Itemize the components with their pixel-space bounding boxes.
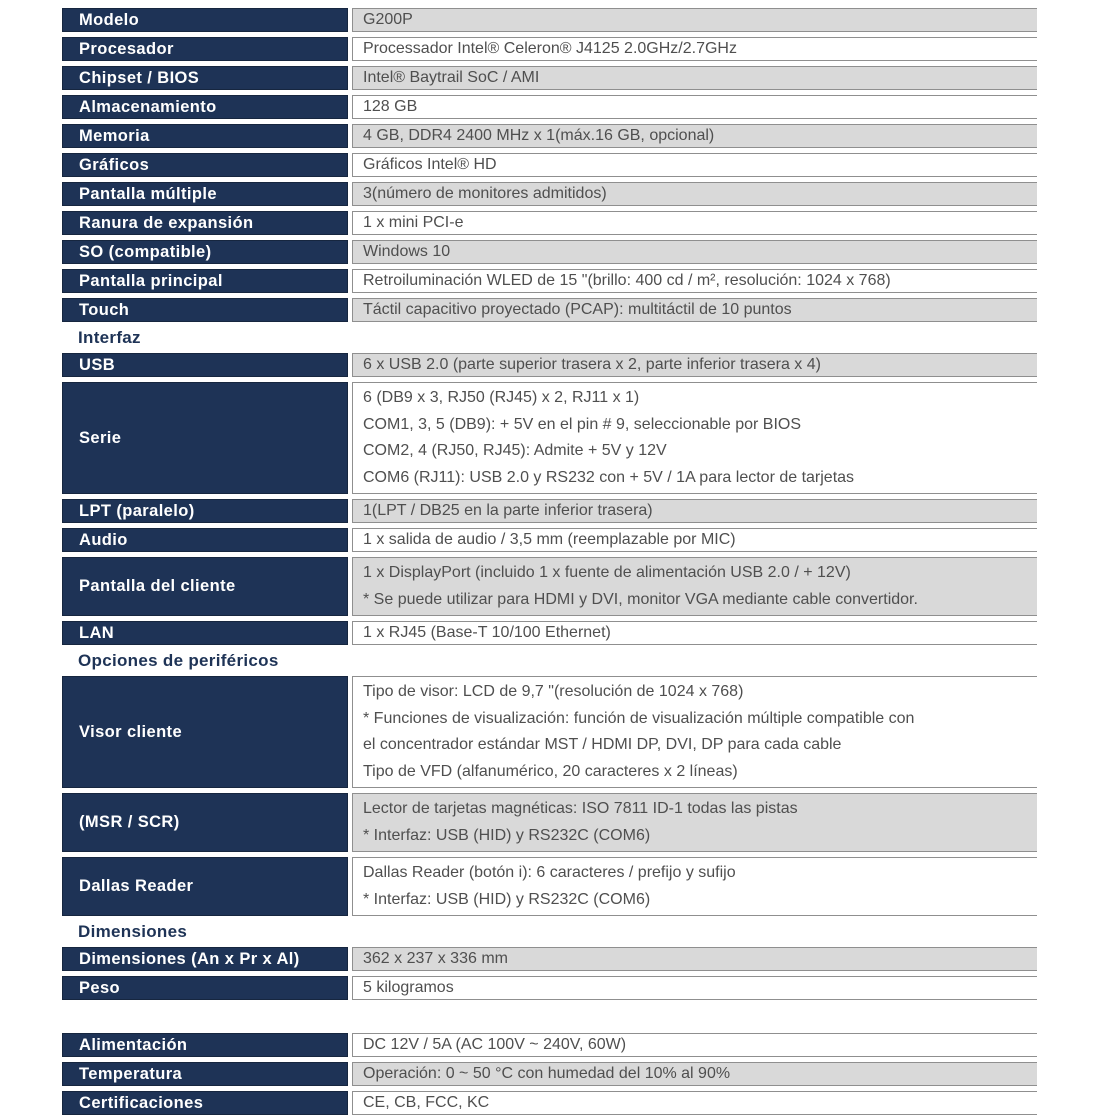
row-label: Serie [62,382,348,494]
value-line: Tipo de VFD (alfanumérico, 20 caracteres x 2 líneas) [363,762,738,780]
value-line: Gráficos Intel® HD [363,156,497,173]
row-label: Pantalla principal [62,269,348,293]
row-value [352,528,1037,552]
value-line: Windows 10 [363,243,451,260]
value-line: 362 x 237 x 336 mm [363,950,508,967]
row-label: Temperatura [62,1062,348,1086]
section-header: Opciones de periféricos [78,651,279,670]
spec-row [62,1091,1037,1115]
spec-row [62,182,1037,206]
row-label: Procesador [62,37,348,61]
row-label: SO (compatible) [62,240,348,264]
spec-row [62,528,1037,552]
value-line: 3(número de monitores admitidos) [363,185,607,202]
value-line: 1 x mini PCI-e [363,214,464,231]
value-line: 1 x salida de audio / 3,5 mm (reemplazable por MIC) [363,531,736,548]
spec-row [62,353,1037,377]
row-label: Gráficos [62,153,348,177]
row-label: Almacenamiento [62,95,348,119]
value-line: * Se puede utilizar para HDMI y DVI, monitor VGA mediante cable convertidor. [363,590,918,608]
spec-row [62,793,1037,852]
table-gap [62,1005,1037,1033]
spec-row [62,557,1037,616]
row-label: Modelo [62,8,348,32]
row-label: Pantalla del cliente [62,557,348,616]
row-label: Audio [62,528,348,552]
row-label: LAN [62,621,348,645]
value-line: 128 GB [363,98,418,115]
row-label: Visor cliente [62,676,348,788]
spec-row [62,676,1037,788]
spec-row [62,976,1037,1000]
row-value [352,269,1037,293]
row-value [352,1033,1037,1057]
spec-row [62,1033,1037,1057]
row-value [352,353,1037,377]
value-line: 6 x USB 2.0 (parte superior trasera x 2, parte inferior trasera x 4) [363,356,821,373]
section-header: Dimensiones [78,922,188,941]
row-value [352,1062,1037,1086]
spec-row [62,211,1037,235]
row-label: Chipset / BIOS [62,66,348,90]
value-line: 1(LPT / DB25 en la parte inferior trasera) [363,502,653,519]
spec-row [62,947,1037,971]
row-value [352,857,1037,916]
value-line: el concentrador estándar MST / HDMI DP, DVI, DP para cada cable [363,736,842,753]
row-label: LPT (paralelo) [62,499,348,523]
row-value [352,1091,1037,1115]
row-value [352,95,1037,119]
value-line: Táctil capacitivo proyectado (PCAP): multitáctil de 10 puntos [363,301,792,318]
value-line: Dallas Reader (botón i): 6 caracteres / prefijo y sufijo [363,864,736,881]
spec-row [62,124,1037,148]
value-line: * Interfaz: USB (HID) y RS232C (COM6) [363,826,651,844]
spec-row [62,66,1037,90]
row-value [352,124,1037,148]
row-label: Certificaciones [62,1091,348,1115]
value-line: COM6 (RJ11): USB 2.0 y RS232 con + 5V / 1A para lector de tarjetas [363,468,855,486]
row-value [352,153,1037,177]
spec-table [62,8,1037,1120]
row-value [352,37,1037,61]
value-line: 6 (DB9 x 3, RJ50 (RJ45) x 2, RJ11 x 1) [363,389,640,406]
value-line: Lector de tarjetas magnéticas: ISO 7811 ID-1 todas las pistas [363,800,798,817]
row-value [352,298,1037,322]
row-value [352,676,1037,788]
value-line: Tipo de visor: LCD de 9,7 "(resolución de 1024 x 768) [363,683,744,700]
row-label: Alimentación [62,1033,348,1057]
value-line: COM2, 4 (RJ50, RJ45): Admite + 5V y 12V [363,442,667,459]
row-label: Ranura de expansión [62,211,348,235]
row-label: Memoria [62,124,348,148]
row-value [352,66,1037,90]
value-line: 4 GB, DDR4 2400 MHz x 1(máx.16 GB, opcional) [363,127,715,144]
row-value [352,976,1037,1000]
row-label: USB [62,353,348,377]
row-label: Pantalla múltiple [62,182,348,206]
value-line: Intel® Baytrail SoC / AMI [363,69,540,86]
row-label: Peso [62,976,348,1000]
row-value [352,8,1037,32]
row-label: Dimensiones (An x Pr x Al) [62,947,348,971]
section-header: Interfaz [78,328,141,347]
row-value [352,947,1037,971]
row-value [352,499,1037,523]
value-line: Retroiluminación WLED de 15 "(brillo: 400 cd / m², resolución: 1024 x 768) [363,272,891,289]
spec-row [62,153,1037,177]
value-line: 1 x RJ45 (Base-T 10/100 Ethernet) [363,624,611,641]
value-line: G200P [363,11,413,28]
spec-row [62,621,1037,645]
value-line: * Interfaz: USB (HID) y RS232C (COM6) [363,890,651,908]
value-line: 1 x DisplayPort (incluido 1 x fuente de alimentación USB 2.0 / + 12V) [363,564,851,581]
value-line: * Funciones de visualización: función de visualización múltiple compatible con [363,709,915,727]
row-value [352,240,1037,264]
spec-row [62,1062,1037,1086]
row-value [352,182,1037,206]
spec-row [62,382,1037,494]
value-line: CE, CB, FCC, KC [363,1094,490,1111]
row-value [352,211,1037,235]
spec-row [62,499,1037,523]
spec-row [62,95,1037,119]
spec-row [62,8,1037,32]
value-line: Operación: 0 ~ 50 °C con humedad del 10% al 90% [363,1065,731,1082]
row-label: Dallas Reader [62,857,348,916]
row-label: (MSR / SCR) [62,793,348,852]
value-line: COM1, 3, 5 (DB9): + 5V en el pin # 9, seleccionable por BIOS [363,415,801,433]
spec-row [62,857,1037,916]
spec-row [62,37,1037,61]
value-line: DC 12V / 5A (AC 100V ~ 240V, 60W) [363,1036,627,1053]
spec-row [62,298,1037,322]
value-line: Processador Intel® Celeron® J4125 2.0GHz/2.7GHz [363,40,737,57]
row-label: Touch [62,298,348,322]
spec-row [62,240,1037,264]
spec-row [62,269,1037,293]
row-value [352,793,1037,852]
row-value [352,621,1037,645]
row-value [352,382,1037,494]
value-line: 5 kilogramos [363,979,454,996]
row-value [352,557,1037,616]
